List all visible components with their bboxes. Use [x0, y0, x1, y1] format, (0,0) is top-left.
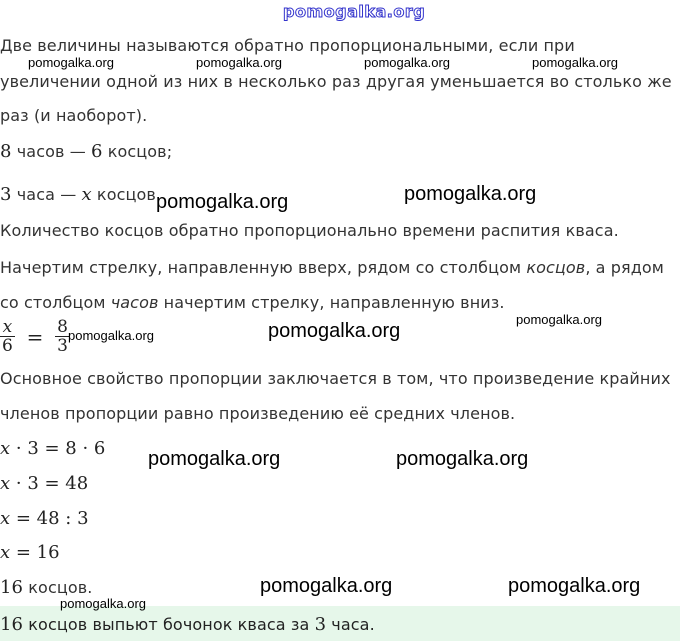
row2-mid: часа —	[11, 185, 82, 204]
equation-3	[0, 508, 89, 529]
row2-hours: 3	[0, 184, 12, 205]
watermark-small: pomogalka.org	[364, 55, 450, 70]
right-num: 8	[57, 317, 68, 337]
watermark-small: pomogalka.org	[196, 55, 282, 70]
arrow-line-1	[0, 258, 664, 277]
watermark-large: pomogalka.org	[148, 448, 281, 470]
watermark-large: pomogalka.org	[156, 191, 289, 213]
eq2-rest: · 3 = 48	[10, 473, 89, 494]
arrow-line2-a: со столбцом	[0, 293, 111, 312]
watermark-large: pomogalka.org	[268, 320, 401, 342]
watermark-large: pomogalka.org	[404, 183, 537, 205]
equation-4	[0, 542, 60, 563]
watermark-large: pomogalka.org	[508, 575, 641, 597]
eq2-var: x	[0, 473, 11, 494]
watermark-small: pomogalka.org	[60, 596, 146, 611]
result-num: 16	[0, 577, 24, 598]
property-line-2: членов пропорции равно произведению её средних членов.	[0, 404, 516, 423]
eq3-rest: = 48 : 3	[10, 508, 89, 529]
statement: Количество косцов обратно пропорционально времени распития кваса.	[0, 221, 619, 240]
watermark-small: pomogalka.org	[28, 55, 114, 70]
eq1-var: x	[0, 438, 11, 459]
definition-line-2: увеличении одной из них в несколько раз другая уменьшается во столько же	[0, 72, 672, 91]
answer-num: 16	[0, 614, 24, 635]
result-text: косцов.	[23, 578, 93, 597]
watermark-large: pomogalka.org	[260, 575, 393, 597]
row2-var: x	[81, 184, 92, 205]
equation-1	[0, 438, 105, 459]
row1-mid: часов —	[11, 142, 91, 161]
left-fraction	[0, 318, 15, 355]
arrow-line1-b: , а рядом	[585, 258, 664, 277]
watermark-large: pomogalka.org	[396, 448, 529, 470]
proportion	[0, 318, 70, 355]
right-den: 3	[57, 336, 68, 356]
arrow-line2-em: часов	[110, 293, 159, 312]
arrow-line-2	[0, 293, 505, 312]
arrow-line1-a: Начертим стрелку, направленную вверх, рядом со столбцом	[0, 258, 527, 277]
result	[0, 577, 92, 598]
proportion-eq: =	[26, 324, 44, 349]
property-line-1: Основное свойство пропорции заключается в том, что произведение крайних	[0, 369, 671, 388]
row1-tail: косцов;	[102, 142, 173, 161]
arrow-line2-b: начертим стрелку, направленную вниз.	[158, 293, 505, 312]
equation-2	[0, 473, 88, 494]
answer	[0, 614, 375, 635]
eq1-rest: · 3 = 8 · 6	[10, 438, 106, 459]
definition-line-3: раз (и наоборот).	[0, 106, 148, 125]
eq4-var: x	[0, 542, 11, 563]
definition-line-1: Две величины называются обратно пропорциональными, если при	[0, 36, 575, 55]
row-8-hours	[0, 141, 172, 162]
left-num: x	[2, 317, 13, 337]
answer-text-b: часа.	[326, 615, 375, 634]
watermark-small: pomogalka.org	[516, 312, 602, 327]
top-watermark: pomogalka.org	[283, 2, 426, 21]
answer-hours: 3	[314, 614, 327, 635]
answer-text-a: косцов выпьют бочонок кваса за	[23, 615, 315, 634]
eq4-rest: = 16	[10, 542, 60, 563]
row2-tail: косцов	[91, 185, 156, 204]
left-den: 6	[2, 336, 13, 356]
watermark-small: pomogalka.org	[68, 328, 154, 343]
row-3-hours	[0, 184, 156, 205]
arrow-line1-em: косцов	[526, 258, 586, 277]
row1-count: 6	[91, 141, 103, 162]
eq3-var: x	[0, 508, 11, 529]
watermark-small: pomogalka.org	[532, 55, 618, 70]
row1-hours: 8	[0, 141, 12, 162]
